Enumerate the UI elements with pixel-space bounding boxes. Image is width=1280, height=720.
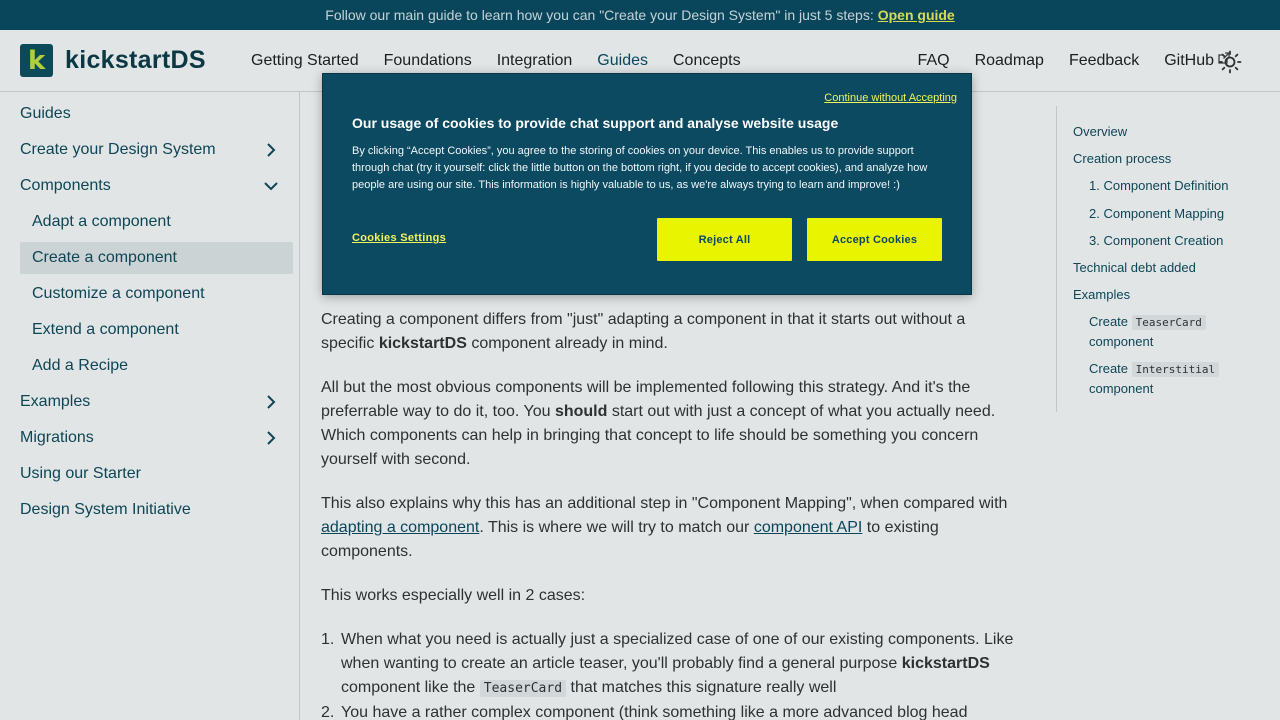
sidebar-item-label: Add a Recipe <box>32 357 129 374</box>
toc-component-creation[interactable]: 3. Component Creation <box>1089 233 1224 248</box>
paragraph-intro: Creating a component differs from "just" adapting a component in that it starts out without a specific kickstartDS component already in mind. <box>321 311 966 352</box>
nav-foundations[interactable]: Foundations <box>383 52 472 69</box>
nav-integration[interactable]: Integration <box>496 52 573 69</box>
adapting-component-link[interactable]: adapting a component <box>321 519 480 536</box>
cookie-dialog-title: Our usage of cookies to provide chat support and analyse website usage <box>352 115 839 131</box>
sidebar-item-label: Customize a component <box>32 285 205 302</box>
continue-without-accepting-link[interactable]: Continue without Accepting <box>824 92 957 104</box>
toc-examples[interactable]: Examples <box>1073 287 1131 302</box>
component-api-link[interactable]: component API <box>753 519 863 536</box>
paragraph-strategy: All but the most obvious components will be implemented following this strategy. And it's the preferrable way to do it, too. You should start out with just a concept of what you actually need. Which components can help in bringing that concept to life should be something you concern yourself with second. <box>321 379 996 468</box>
sidebar-item-label: Using our Starter <box>20 465 141 482</box>
toc-component-mapping[interactable]: 2. Component Mapping <box>1089 206 1225 221</box>
nav-faq[interactable]: FAQ <box>917 52 950 69</box>
logo-text: kickstartDS <box>65 46 206 74</box>
sidebar-item-label: Create a component <box>32 249 177 266</box>
list-item: 2. You have a rather complex component (think something like a more advanced blog head <box>321 704 968 720</box>
list-item: 1. When what you need is actually just a specialized case of one of our existing components. Like when wanting to create an article teaser, you'll probably find a general purpose kickstartDS component like the TeaserCard that matches this signature really well <box>321 631 1014 696</box>
nav-feedback[interactable]: Feedback <box>1068 52 1140 69</box>
nav-guides[interactable]: Guides <box>597 52 648 69</box>
cookies-settings-link[interactable]: Cookies Settings <box>352 232 447 244</box>
sidebar-item-label: Create your Design System <box>20 141 216 158</box>
toc-technical-debt[interactable]: Technical debt added <box>1073 260 1196 275</box>
sidebar-item-label: Extend a component <box>32 321 179 338</box>
banner-text: Follow our main guide to learn how you can "Create your Design System" in just 5 steps: <box>325 7 874 23</box>
paragraph-cases: This works especially well in 2 cases: <box>321 587 586 604</box>
toc-component-definition[interactable]: 1. Component Definition <box>1089 178 1229 193</box>
toc-create-interstitial[interactable]: Create Interstitial component <box>1089 359 1229 398</box>
cookie-consent-dialog <box>322 73 972 295</box>
nav-github-label: GitHub <box>1164 52 1214 69</box>
nav-roadmap[interactable]: Roadmap <box>974 52 1044 69</box>
sidebar-item-label: Examples <box>20 393 91 410</box>
toc-creation-process[interactable]: Creation process <box>1073 151 1172 166</box>
toc-create-teasercard[interactable]: Create TeaserCard component <box>1089 312 1229 351</box>
nav-getting-started[interactable]: Getting Started <box>251 52 359 69</box>
sidebar-item-label: Components <box>20 177 111 194</box>
sidebar-item-label: Migrations <box>20 429 94 446</box>
sidebar-item-label: Adapt a component <box>32 213 171 230</box>
accept-cookies-button[interactable]: Accept Cookies <box>807 218 942 261</box>
open-guide-link[interactable]: Open guide <box>877 7 955 23</box>
sidebar-item-label: Design System Initiative <box>20 501 191 518</box>
nav-concepts[interactable]: Concepts <box>673 52 741 69</box>
toc-overview[interactable]: Overview <box>1073 124 1128 139</box>
logo-mark-icon: k <box>20 44 53 77</box>
paragraph-mapping: This also explains why this has an additional step in "Component Mapping", when compared with adapting a component. This is where we will try to match our component API to existing components. <box>321 495 1008 560</box>
cookie-dialog-text: By clicking “Accept Cookies”, you agree to the storing of cookies on your device. This enables us to provide support through chat (try it yourself: click the little button on the bottom right, if you decide to accept cookies), and analyze how people are using our site. This information is highly valuable to us, as we're always trying to learn and improve! :) <box>352 145 928 191</box>
reject-all-button[interactable]: Reject All <box>657 218 792 261</box>
sidebar-item-label: Guides <box>20 105 71 122</box>
